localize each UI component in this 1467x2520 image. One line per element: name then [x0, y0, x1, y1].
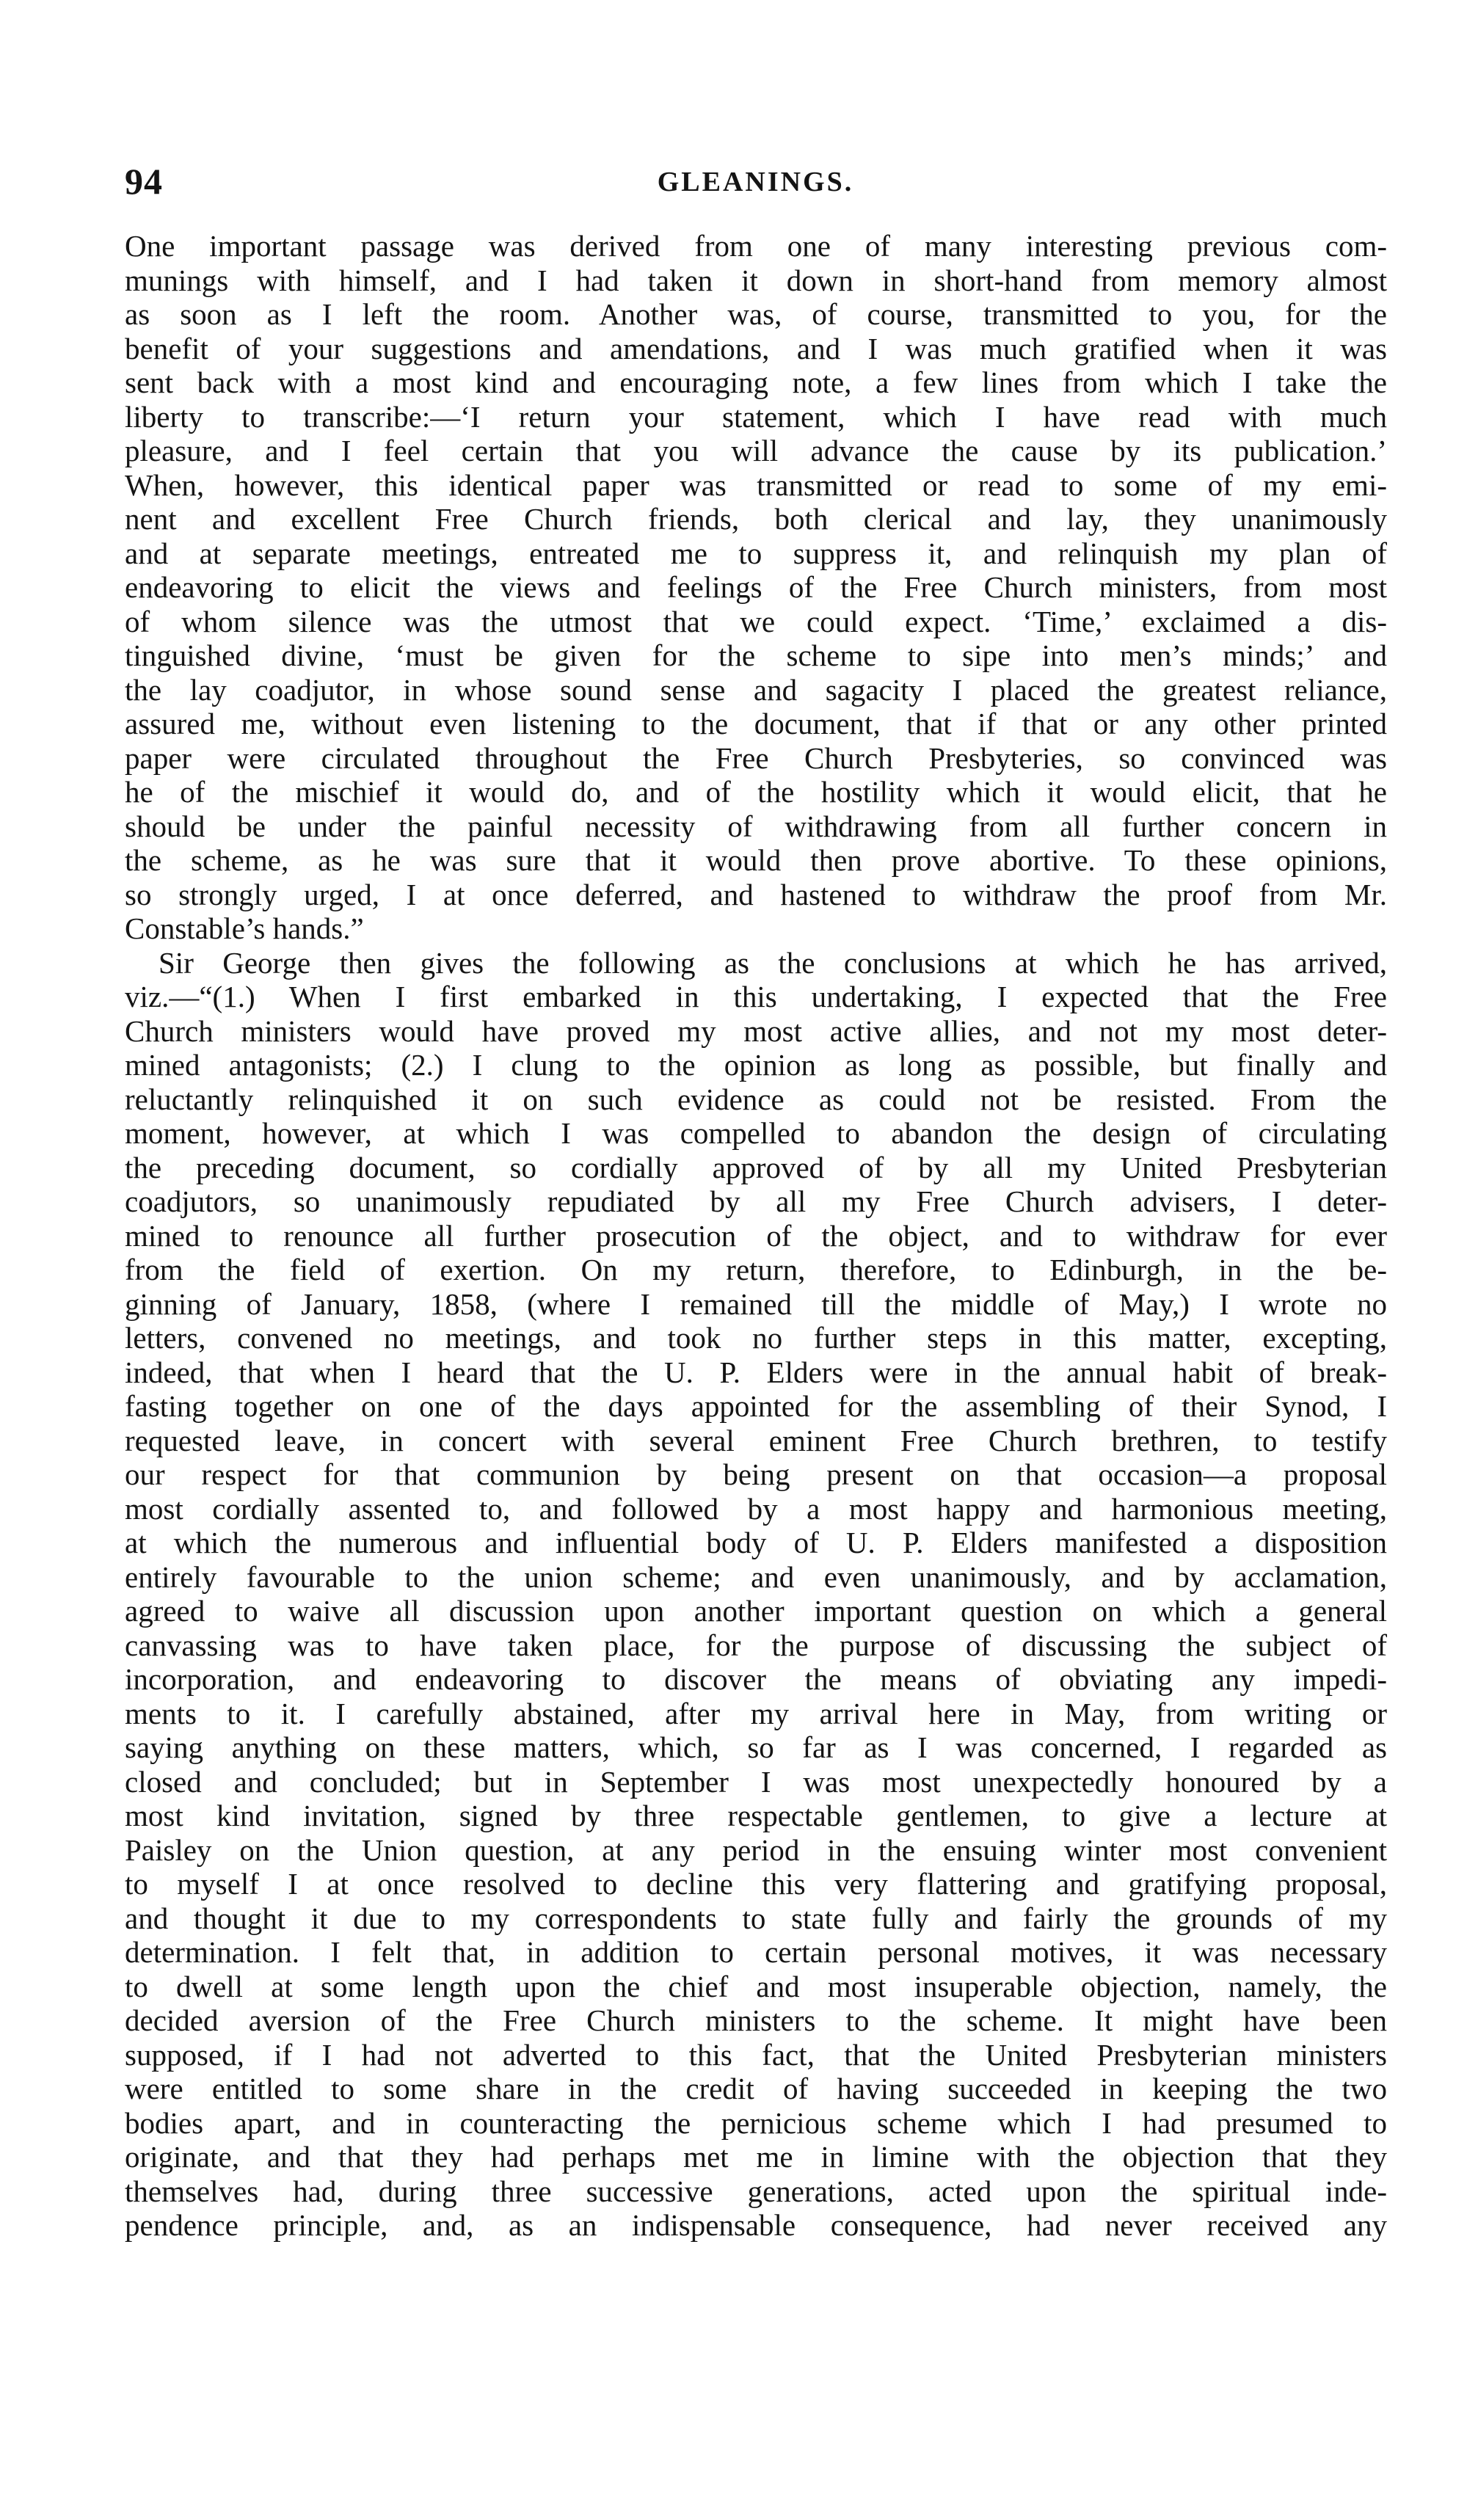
text-line: paper were circulated throughout the Free Church Presbyteries, so convinced was [125, 740, 1387, 775]
text-line: as soon as I left the room. Another was, of course, transmitted to you, for the [125, 297, 1387, 331]
text-line: the scheme, as he was sure that it would then prove abortive. To these opinions, [125, 843, 1387, 877]
text-line: requested leave, in concert with several eminent Free Church brethren, to testify [125, 1423, 1387, 1457]
text-line: endeavoring to elicit the views and feelings of the Free Church ministers, from most [125, 570, 1387, 604]
text-line: and thought it due to my correspondents to state fully and fairly the grounds of my [125, 1901, 1387, 1935]
text-line: viz.—“(1.) When I first embarked in this undertaking, I expected that the Free [125, 980, 1387, 1013]
text-line: coadjutors, so unanimously repudiated by all my Free Church advisers, I deter- [125, 1184, 1387, 1218]
text-line: should be under the painful necessity of withdrawing from all further concern in [125, 809, 1387, 843]
text-line: from the field of exertion. On my return, therefore, to Edinburgh, in the be- [125, 1253, 1387, 1286]
page-number: 94 [125, 161, 163, 202]
text-line: at which the numerous and influential body of U. P. Elders manifested a disposition [125, 1526, 1387, 1559]
text-line: ginning of January, 1858, (where I remained till the middle of May,) I wrote no [125, 1286, 1387, 1321]
text-line: most cordially assented to, and followed by a most happy and harmonious meeting, [125, 1491, 1387, 1526]
text-line: pendence principle, and, as an indispensable consequence, had never received any [125, 2208, 1387, 2242]
text-line: fasting together on one of the days appointed for the assembling of their Synod, I [125, 1389, 1387, 1423]
text-line: mined antagonists; (2.) I clung to the opinion as long as possible, but finally and [125, 1048, 1387, 1082]
text-line: to dwell at some length upon the chief and most insuperable objection, namely, the [125, 1969, 1387, 2003]
text-line: reluctantly relinquished it on such evidence as could not be resisted. From the [125, 1082, 1387, 1116]
text-line: tinguished divine, ‘must be given for the scheme to sipe into men’s minds;’ and [125, 638, 1387, 672]
text-line: and at separate meetings, entreated me to suppress it, and relinquish my plan of [125, 536, 1387, 570]
text-line: to myself I at once resolved to decline this very flattering and gratifying proposal, [125, 1867, 1387, 1901]
text-line: Sir George then gives the following as the conclusions at which he has arrived, [159, 945, 1387, 980]
text-line: supposed, if I had not adverted to this fact, that the United Presbyterian ministers [125, 2037, 1387, 2072]
text-line: Constable’s hands.” [125, 911, 364, 945]
text-line: our respect for that communion by being present on that occasion—a proposal [125, 1457, 1387, 1491]
text-line: he of the mischief it would do, and of the hostility which it would elicit, that he [125, 775, 1387, 809]
text-line: closed and concluded; but in September I was most unexpectedly honoured by a [125, 1764, 1387, 1799]
text-line: mined to renounce all further prosecution of the object, and to withdraw for ever [125, 1218, 1387, 1253]
text-line: the lay coadjutor, in whose sound sense and sagacity I placed the greatest reliance, [125, 672, 1387, 707]
text-line: sent back with a most kind and encouraging note, a few lines from which I take the [125, 365, 1387, 399]
text-line: One important passage was derived from one of many interesting previous com- [125, 229, 1387, 263]
text-line: decided aversion of the Free Church ministers to the scheme. It might have been [125, 2003, 1387, 2037]
text-line: so strongly urged, I at once deferred, and hastened to withdraw the proof from Mr. [125, 877, 1387, 911]
text-line: were entitled to some share in the credit of having succeeded in keeping the two [125, 2072, 1387, 2105]
text-line: Church ministers would have proved my most active allies, and not my most deter- [125, 1013, 1387, 1048]
body-text [125, 229, 1387, 2243]
text-line: themselves had, during three successive generations, acted upon the spiritual inde- [125, 2174, 1387, 2208]
text-line: nent and excellent Free Church friends, both clerical and lay, they unanimously [125, 502, 1387, 536]
text-line: munings with himself, and I had taken it down in short-hand from memory almost [125, 263, 1387, 297]
text-line: agreed to waive all discussion upon another important question on which a general [125, 1594, 1387, 1628]
text-line: of whom silence was the utmost that we could expect. ‘Time,’ exclaimed a dis- [125, 604, 1387, 638]
text-line: most kind invitation, signed by three respectable gentlemen, to give a lecture at [125, 1799, 1387, 1832]
text-line: saying anything on these matters, which, so far as I was concerned, I regarded as [125, 1730, 1387, 1764]
text-line: Paisley on the Union question, at any period in the ensuing winter most convenient [125, 1832, 1387, 1867]
text-line: entirely favourable to the union scheme; and even unanimously, and by acclamation, [125, 1559, 1387, 1594]
text-line: originate, and that they had perhaps met me in limine with the objection that they [125, 2140, 1387, 2174]
text-line: the preceding document, so cordially approved of by all my United Presbyterian [125, 1150, 1387, 1184]
running-head [125, 160, 1357, 211]
text-line: benefit of your suggestions and amendations, and I was much gratified when it was [125, 331, 1387, 365]
text-line: moment, however, at which I was compelled to abandon the design of circulating [125, 1116, 1387, 1150]
text-line: canvassing was to have taken place, for the purpose of discussing the subject of [125, 1628, 1387, 1662]
text-line: ments to it. I carefully abstained, after my arrival here in May, from writing or [125, 1696, 1387, 1730]
running-title: GLEANINGS. [657, 167, 854, 197]
text-line: indeed, that when I heard that the U. P. Elders were in the annual habit of break- [125, 1355, 1387, 1389]
text-line: assured me, without even listening to the document, that if that or any other printed [125, 707, 1387, 740]
text-line: pleasure, and I feel certain that you will advance the cause by its publication.’ [125, 434, 1387, 467]
text-line: incorporation, and endeavoring to discover the means of obviating any impedi- [125, 1662, 1387, 1696]
text-line: letters, convened no meetings, and took no further steps in this matter, excepting, [125, 1321, 1387, 1355]
text-line: liberty to transcribe:—‘I return your statement, which I have read with much [125, 399, 1387, 434]
text-line: determination. I felt that, in addition to certain personal motives, it was necessary [125, 1935, 1387, 1969]
text-line: When, however, this identical paper was transmitted or read to some of my emi- [125, 467, 1387, 502]
text-line: bodies apart, and in counteracting the pernicious scheme which I had presumed to [125, 2105, 1387, 2140]
